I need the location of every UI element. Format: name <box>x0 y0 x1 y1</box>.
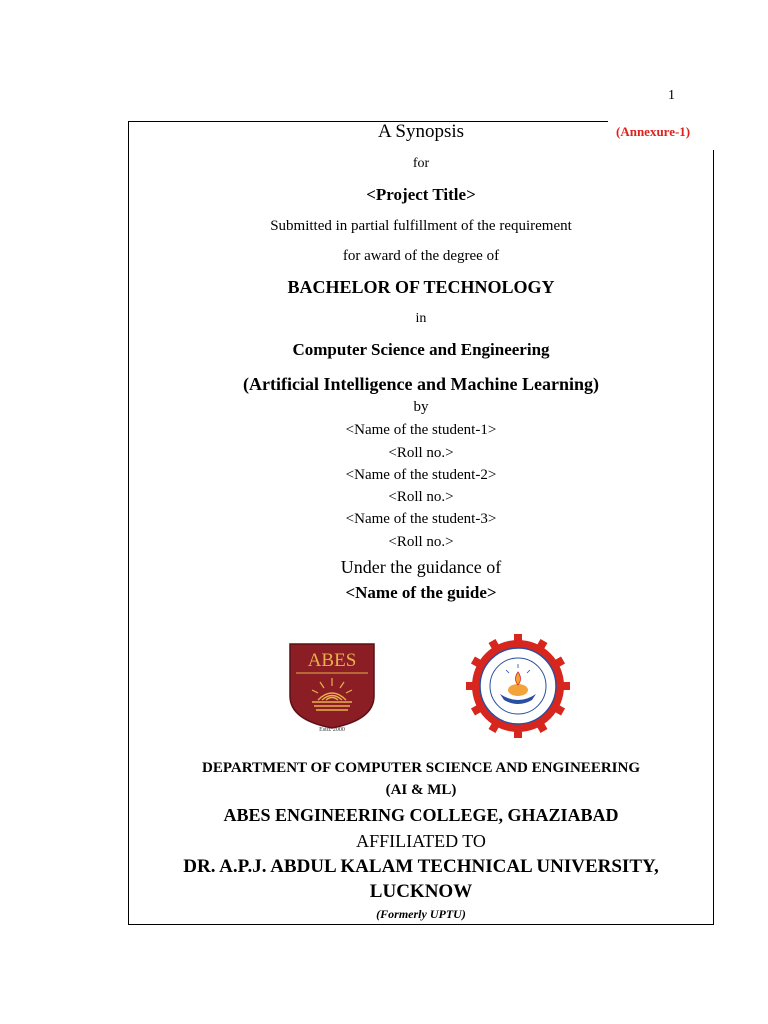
student-name: <Name of the student-1> <box>345 422 497 438</box>
student-name: <Name of the student-3> <box>345 511 497 527</box>
abes-crest-icon <box>288 642 376 732</box>
annexure-label: (Annexure-1) <box>616 124 691 139</box>
university-city: LUCKNOW <box>369 881 473 902</box>
abes-logo <box>288 642 376 732</box>
in-text: in <box>415 311 427 326</box>
degree-title: BACHELOR OF TECHNOLOGY <box>287 277 555 297</box>
student-roll: <Roll no.> <box>388 445 454 461</box>
student-name: <Name of the student-2> <box>345 467 497 483</box>
project-title: <Project Title> <box>366 185 476 204</box>
department-line: DEPARTMENT OF COMPUTER SCIENCE AND ENGINEERING <box>202 760 640 776</box>
frame-border-bottom <box>128 924 714 925</box>
guidance-label: Under the guidance of <box>340 557 502 577</box>
by-text: by <box>413 399 429 415</box>
specialization: (Artificial Intelligence and Machine Learning) <box>243 374 599 394</box>
branch-name: Computer Science and Engineering <box>292 340 550 359</box>
student-roll: <Roll no.> <box>388 489 454 505</box>
university-name: DR. A.P.J. ABDUL KALAM TECHNICAL UNIVERSITY, <box>183 856 659 877</box>
submitted-line: Submitted in partial fulfillment of the requirement <box>270 218 572 234</box>
abes-estd-text: Estd. 2000 <box>319 727 345 732</box>
affiliated-label: AFFILIATED TO <box>356 831 486 851</box>
page-number: 1 <box>668 88 675 103</box>
aktu-seal-icon <box>466 634 570 738</box>
department-subline: (AI & ML) <box>385 782 457 798</box>
for-text: for <box>412 156 430 171</box>
formerly-label: (Formerly UPTU) <box>376 907 466 921</box>
synopsis-title: A Synopsis <box>377 121 465 142</box>
guide-name: <Name of the guide> <box>345 583 497 602</box>
award-line: for award of the degree of <box>342 248 500 264</box>
aktu-logo <box>466 634 570 738</box>
college-name: ABES ENGINEERING COLLEGE, GHAZIABAD <box>223 805 619 825</box>
abes-logo-text: ABES <box>307 650 357 671</box>
student-roll: <Roll no.> <box>388 534 454 550</box>
